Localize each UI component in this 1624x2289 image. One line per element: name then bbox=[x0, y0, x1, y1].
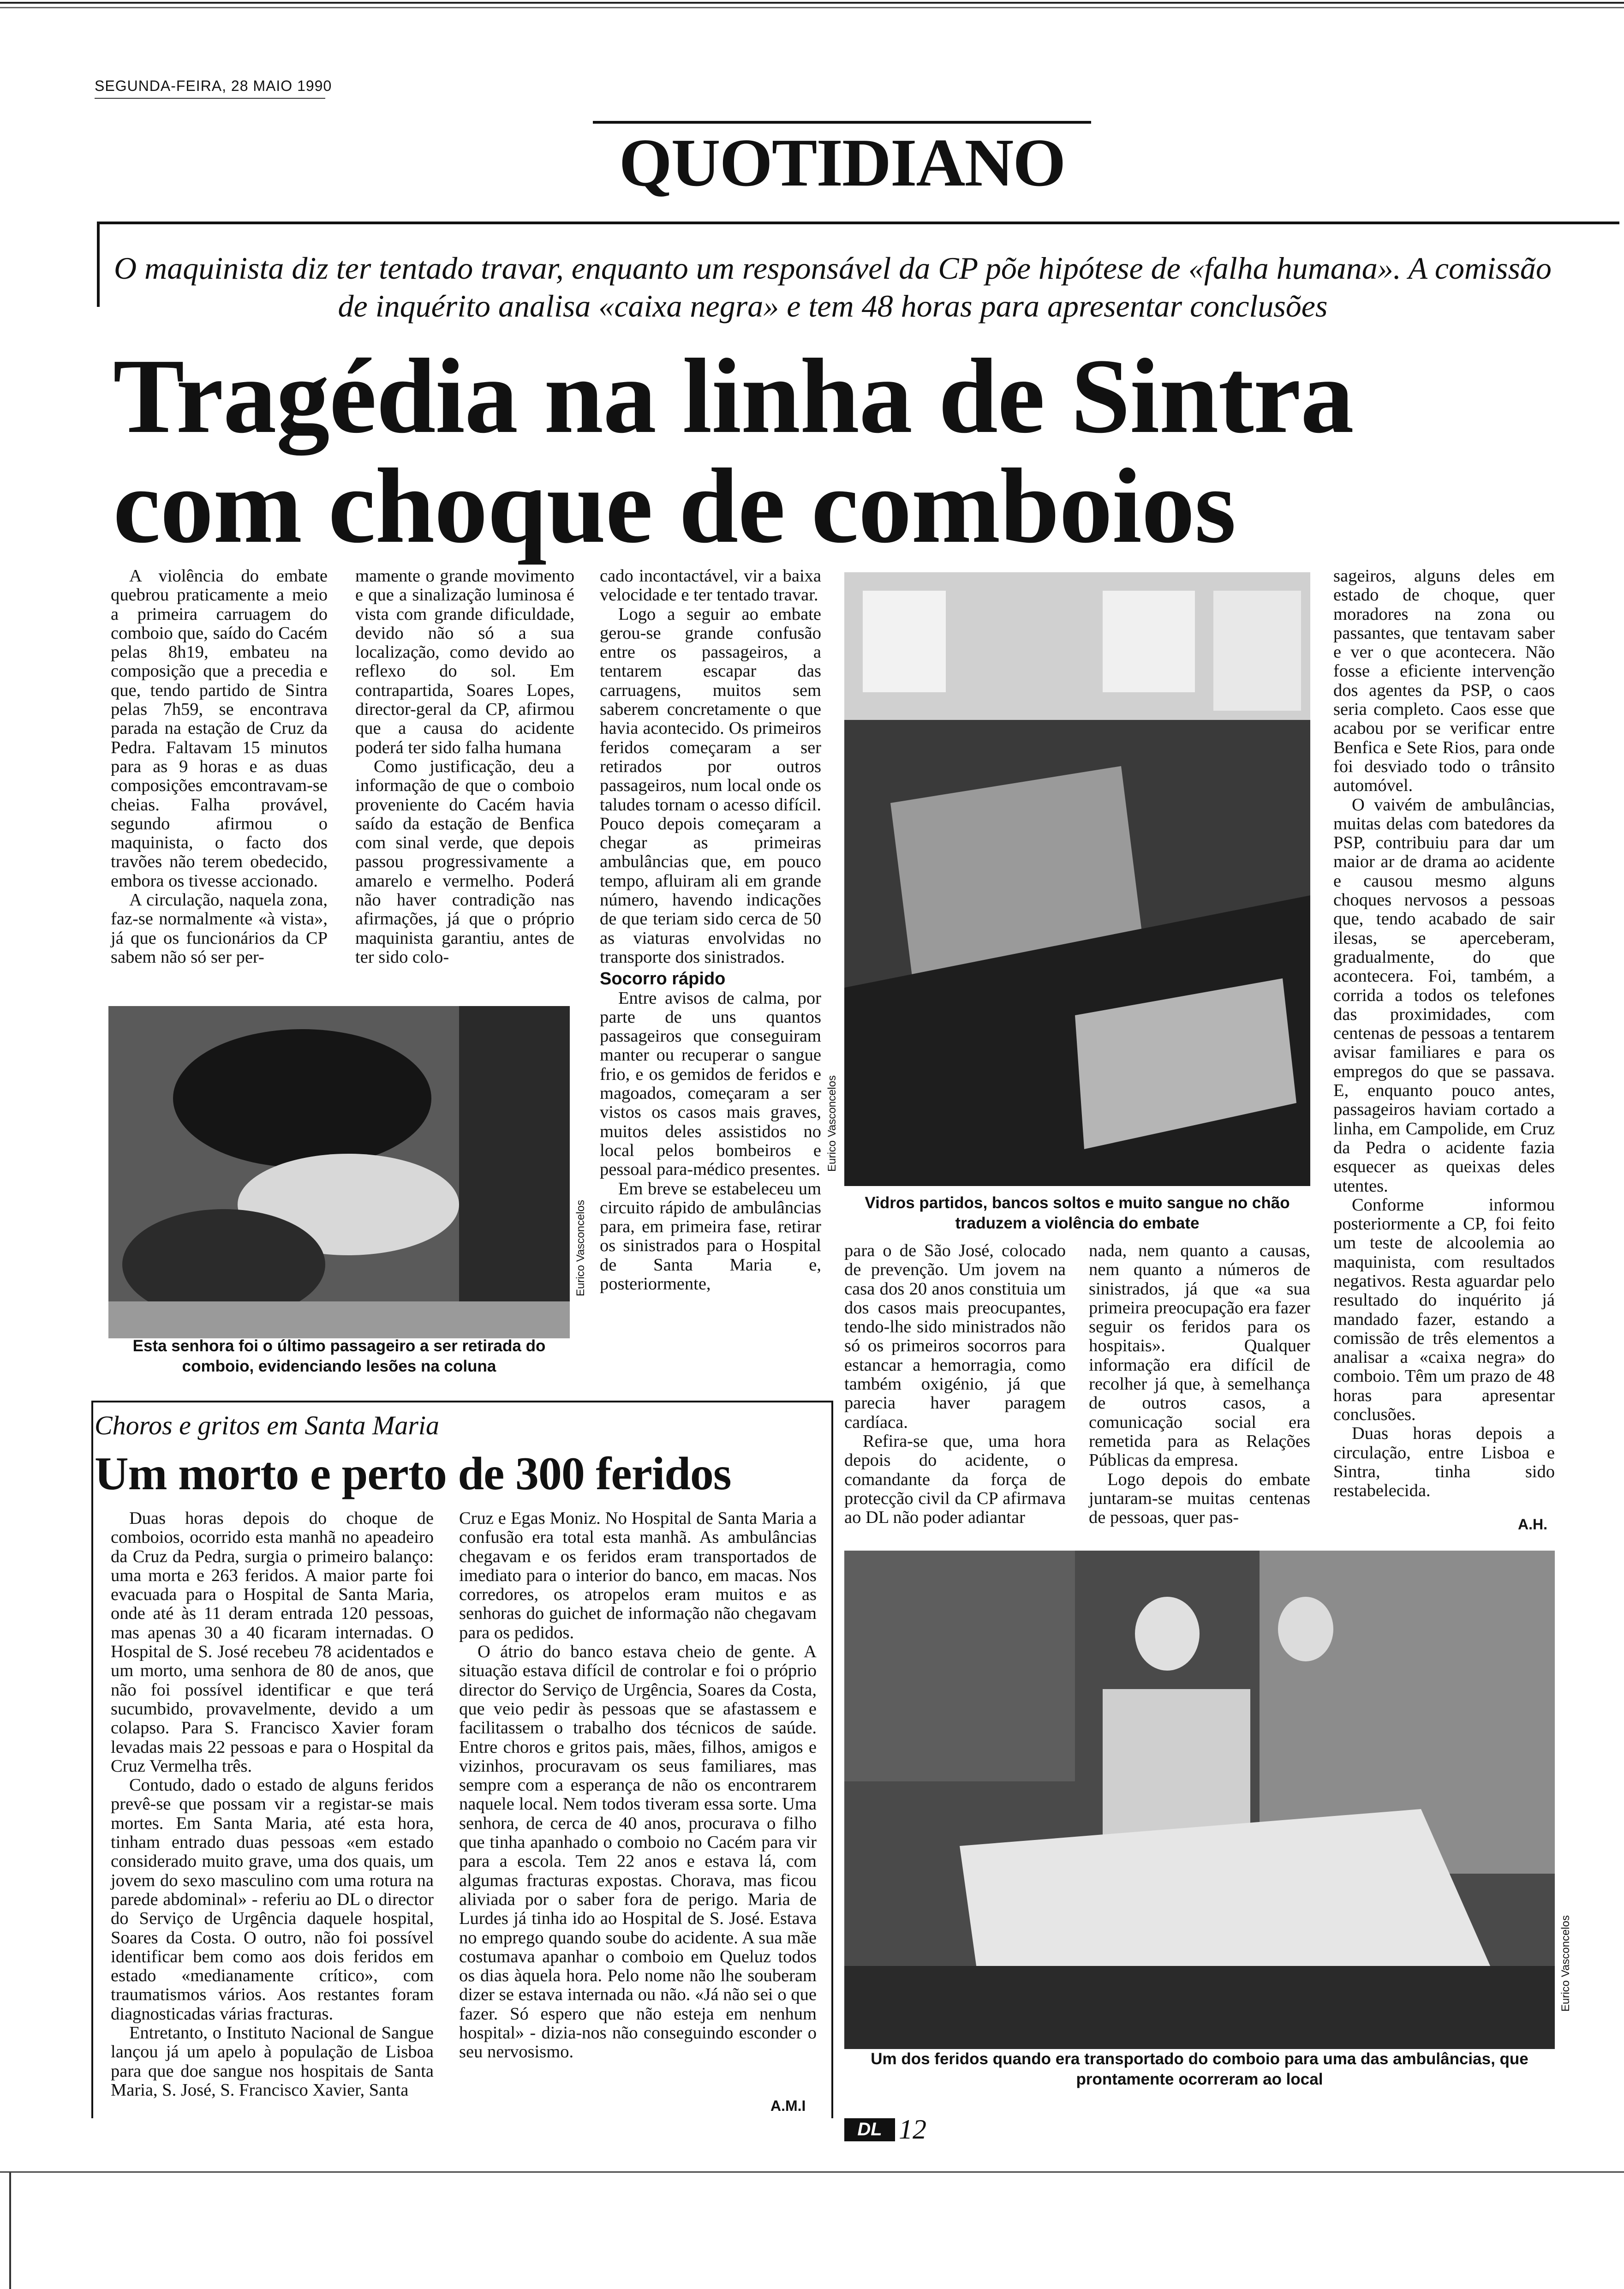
photo-injured-woman bbox=[108, 1006, 570, 1338]
paragraph: Cruz e Egas Moniz. No Hospital de Santa Maria a confusão era total esta manhã. As ambulâncias chegavam e os feridos eram transportados de imediato para o interior do banco, em macas. Nos corredores, os atropelos eram muitos e as senhoras do guichet de informação não chegavam para os pedidos. bbox=[459, 1509, 817, 1642]
box-signature: A.M.I bbox=[770, 2097, 806, 2114]
paragraph: cado incontactável, vir a baixa velocidade e ter tentado travar. bbox=[600, 566, 821, 605]
paragraph: Em breve se estabeleceu um circuito rápido de ambulâncias para, em primeira fase, retirar os sinistrados para o Hospital de Santa Maria e, posteriormente, bbox=[600, 1179, 821, 1294]
section-title: QUOTIDIANO bbox=[619, 125, 1065, 201]
box-kicker: Choros e gritos em Santa Maria bbox=[95, 1410, 440, 1440]
paragraph: Logo depois do embate juntaram-se muitas centenas de pessoas, quer pas- bbox=[1089, 1469, 1310, 1528]
headline-line-2: com choque de comboios bbox=[113, 447, 1236, 565]
author-signature: A.H. bbox=[1518, 1516, 1547, 1533]
article-frame-left bbox=[97, 222, 100, 307]
paragraph: Logo a seguir ao embate gerou-se grande confusão entre os passageiros, a tentarem escapar das carruagens, muitos sem saberem concretamente o que havia acontecido. Os primeiros feridos começaram a ser retirados por outros passageiros, num local onde os taludes tornam o acesso difícil. Pouco depois começaram a chegar as primeiras ambulâncias que, em pouco tempo, afluiram ali em grande número, havendo indicações de que teriam sido cerca de 50 as viaturas envolvidas no transporte dos sinistrados. bbox=[600, 604, 821, 967]
page-footer bbox=[844, 2114, 926, 2145]
newspaper-logo: DL bbox=[844, 2118, 895, 2141]
photo-credit: Eurico Vasconcelos bbox=[826, 1075, 838, 1172]
paragraph: Refira-se que, uma hora depois do acidente, o comandante da força de protecção civil da CP afirmava ao DL não poder adiantar bbox=[844, 1431, 1066, 1528]
article-frame-top bbox=[97, 222, 1619, 224]
box-headline: Um morto e perto de 300 feridos bbox=[95, 1448, 731, 1500]
photo-injured-woman-image bbox=[108, 1006, 570, 1338]
paragraph: nada, nem quanto a causas, nem quanto a números de sinistrados, já que «a sua primeira preocupação era fazer seguir os feridos para os hospitais». Qualquer informação era difícil de recolher já que, à semelhança de outros casos, a comunicação social era remetida para as Relações Públicas da empresa. bbox=[1089, 1241, 1310, 1470]
top-rule bbox=[0, 2, 1624, 8]
paragraph: O átrio do banco estava cheio de gente. A situação estava difícil de controlar e foi o próprio director do Serviço de Urgência, Soares da Costa, que veio pedir às pessoas que se afastassem e facilitassem o trabalho dos técnicos de saúde. Entre choros e gritos pais, mães, filhos, amigos e vizinhos, procuravam os seus familiares, mas sempre com a esperança de não os encontrarem naquele local. Nem todos tiveram essa sorte. Uma senhora, de cerca de 40 anos, procurava o filho que tinha apanhado o comboio no Cacém para vir para a escola. Tem 22 anos e estava lá, com algumas fracturas expostas. Chorava, mas ficou aliviada por o saber fora de perigo. Maria de Lurdes já tinha ido ao Hospital de S. José. Estava no emprego quando soube do acidente. A sua mãe costumava apanhar o comboio em Queluz todos os dias àquela hora. Pelo nome não lhe souberam dizer se estava internada ou não. «Já não sei o que fazer. Só espero que não esteja em nenhum hospital» - dizia-nos não conseguindo esconder o seu nervosismo. bbox=[459, 1642, 817, 2062]
paragraph: Duas horas depois do choque de comboios, ocorrido esta manhã no apeadeiro da Cruz da Pedra, surgia o primeiro balanço: uma morta e 263 feridos. A maior parte foi evacuada para o Hospital de Santa Maria, onde até às 11 deram entrada 120 pessoas, mas apenas 30 a 40 ficaram internadas. O Hospital de S. José recebeu 78 acidentados e um morto, uma senhora de 80 de anos, que não foi possível identificar e que terá sucumbido, provavelmente, devido a um colapso. Para S. Francisco Xavier foram levadas mais 22 pessoas e para o Hospital da Cruz Vermelha três. bbox=[111, 1509, 434, 1776]
photo-credit: Eurico Vasconcelos bbox=[574, 1200, 587, 1296]
paragraph: Duas horas depois a circulação, entre Lisboa e Sintra, tinha sido restabelecida. bbox=[1333, 1424, 1555, 1501]
headline-line-1: Tragédia na linha de Sintra bbox=[113, 337, 1354, 455]
article-column-4 bbox=[844, 1241, 1066, 1527]
paragraph: O vaivém de ambulâncias, muitas delas com batedores da PSP, contribuiu para dar um maior ar de drama ao acidente e causou mesmo alguns choques nervosos a pessoas que, tendo acabado de sair ilesas, se aperceberam, gradualmente, do que acontecera. Foi, também, a corrida a todos os telefones das proximidades, com centenas de pessoas a tentarem avisar familiares e para os empregos do que se passava. E, enquanto pouco antes, passageiros haviam cortado a linha, em Campolide, em Cruz da Pedra o acidente fazia esquecer as queixas deles utentes. bbox=[1333, 795, 1555, 1196]
article-column-6 bbox=[1333, 567, 1555, 1501]
photo-carriage-interior bbox=[844, 572, 1310, 1186]
paragraph: Entretanto, o Instituto Nacional de Sangue lançou já um apelo à população de Lisboa para que doe sangue nos hospitais de Santa Maria, S. José, S. Francisco Xavier, Santa bbox=[111, 2023, 434, 2100]
box-column-1 bbox=[111, 1509, 434, 2100]
left-edge-rule bbox=[9, 2173, 11, 2289]
dateline: SEGUNDA-FEIRA, 28 MAIO 1990 bbox=[95, 78, 332, 94]
paragraph: mamente o grande movimento e que a sinalização luminosa é vista com grande dificuldade, devido não só a sua localização, como devido ao reflexo do sol. Em contrapartida, Soares Lopes, director-geral da CP, afirmou que a causa do acidente poderá ter sido falha humana bbox=[355, 566, 574, 757]
photo-stretcher-caption: Um dos feridos quando era transportado do comboio para uma das ambulâncias, que prontamente ocorreram ao local bbox=[871, 2050, 1528, 2088]
paragraph: A circulação, naquela zona, faz-se normalmente «à vista», já que os funcionários da CP sabem não só ser per- bbox=[111, 890, 328, 967]
paragraph: Como justificação, deu a informação de que o comboio proveniente do Cacém havia saído da estação de Benfica com sinal verde, que depois passou progressivamente a amarelo e vermelho. Poderá não haver contradição nas afirmações, já que o próprio maquinista garantiu, antes de ter sido colo- bbox=[355, 756, 574, 967]
paragraph: Conforme informou posteriormente a CP, foi feito um teste de alcoolemia ao maquinista, com resultados negativos. Resta aguardar pelo resultado do inquérito já mandado fazer, estando a comissão de três elementos a analisar a «caixa negra» do comboio. Têm um prazo de 48 horas para apresentar conclusões. bbox=[1333, 1195, 1555, 1425]
dateline-rule bbox=[95, 98, 325, 99]
article-column-5 bbox=[1089, 1241, 1310, 1527]
paragraph: A violência do embate quebrou praticamente a meio a primeira carruagem do comboio que, saído do Cacém pelas 8h19, embateu na composição que a precedia e que, tendo partido de Sintra pelas 7h59, se encontrava parada na estação de Cruz da Pedra. Faltavam 15 minutos para as 9 horas e as duas composições emcontravam-se cheias. Falha provável, segundo afirmou o maquinista, o facto dos travões não terem obedecido, embora os tivesse accionado. bbox=[111, 566, 328, 891]
photo-carriage-interior-caption: Vidros partidos, bancos soltos e muito sangue no chão traduzem a violência do embate bbox=[865, 1194, 1290, 1232]
photo-stretcher bbox=[844, 1551, 1555, 2049]
article-headline bbox=[113, 337, 1543, 565]
box-column-2 bbox=[459, 1509, 817, 2062]
article-kicker: O maquinista diz ter tentado travar, enquanto um responsável da CP põe hipótese de «falha humana». A comissão de inquérito analisa «caixa negra» e tem 48 horas para apresentar conclusões bbox=[114, 251, 1552, 324]
paragraph: Entre avisos de calma, por parte de uns quantos passageiros que conseguiram manter ou recuperar o sangue frio, e os gemidos de feridos e magoados, começaram a ser vistos os casos mais graves, muitos deles assistidos no local pelos bombeiros e pessoal para-médico presentes. bbox=[600, 988, 821, 1180]
photo-injured-woman-caption: Esta senhora foi o último passageiro a ser retirada do comboio, evidenciando lesões na coluna bbox=[132, 1337, 546, 1375]
photo-credit: Eurico Vasconcelos bbox=[1559, 1915, 1572, 2012]
photo-carriage-interior-image bbox=[844, 572, 1310, 1186]
photo-stretcher-image bbox=[844, 1551, 1555, 2049]
paragraph: para o de São José, colocado de prevenção. Um jovem na casa dos 20 anos constituia um dos casos mais preocupantes, tendo-lhe sido ministrados não só os primeiros socorros para estancar a hemorragia, como também oxigénio, já que parecia haver paragem cardíaca. bbox=[844, 1241, 1066, 1432]
paragraph: sageiros, alguns deles em estado de choque, quer moradores na zona ou passantes, que tentavam saber e ver o que acontecera. Não fosse a eficiente intervenção dos agentes da PSP, o caos seria completo. Caos esse que acabou por se verificar entre Benfica e Sete Rios, para onde foi desviado todo o trânsito automóvel. bbox=[1333, 566, 1555, 796]
article-column-2 bbox=[355, 567, 574, 967]
subhead-socorro: Socorro rápido bbox=[600, 969, 726, 989]
paragraph: Contudo, dado o estado de alguns feridos prevê-se que possam vir a registar-se mais mortes. Em Santa Maria, até esta hora, tinham entrado duas pessoas «em estado considerado muito grave, uma dos quais, um jovem do sexo masculino com uma rotura na parede abdominal» - referiu ao DL o director do Serviço de Urgência daquele hospital, Soares da Costa. O outro, não foi possível identificar bem como aos dois feridos em estado «medianamente crítico», com traumatismos vários. Aos restantes foram diagnosticadas várias fracturas. bbox=[111, 1775, 434, 2024]
article-column-3 bbox=[600, 567, 821, 1294]
bottom-rule bbox=[0, 2171, 1624, 2173]
article-column-1 bbox=[111, 567, 328, 967]
page-number: 12 bbox=[899, 2114, 926, 2145]
